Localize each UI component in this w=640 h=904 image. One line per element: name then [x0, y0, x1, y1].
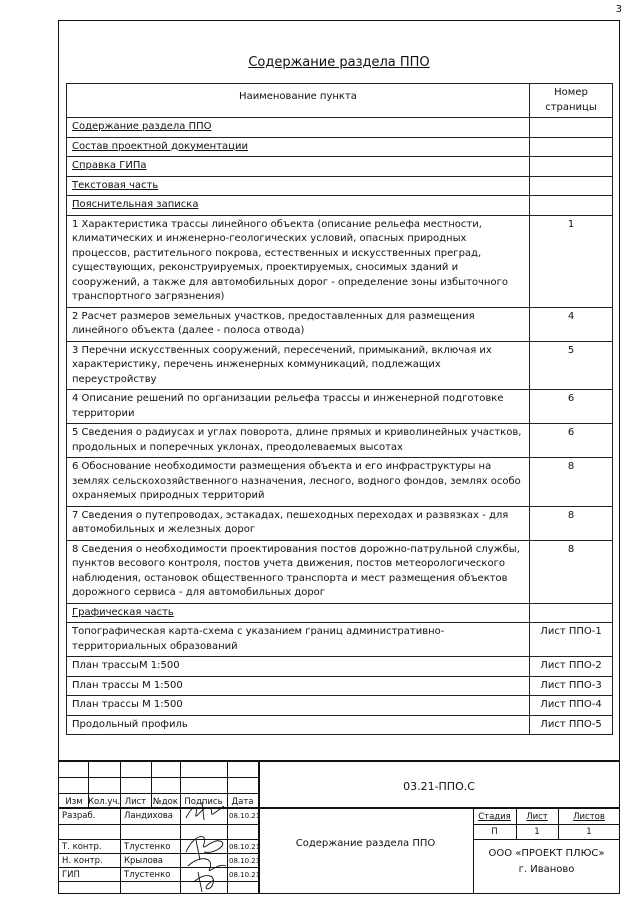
stamp-head-kol: Кол.уч.	[88, 797, 121, 807]
page-number: 3	[615, 4, 622, 15]
stamp-person-2: Тлустенко	[124, 842, 171, 852]
table-row	[67, 603, 613, 623]
stamp-date-4: 08.10.21	[229, 871, 261, 879]
table-row	[67, 215, 613, 307]
table-row	[67, 657, 613, 677]
row-page-number	[530, 157, 613, 177]
stamp-role-1: Разраб.	[62, 811, 96, 821]
row-page-number: Лист ППО-2	[530, 657, 613, 677]
stamp-stage: П	[491, 827, 498, 837]
row-item-name: Продольный профиль	[67, 715, 530, 735]
stamp-date-1: 08.10.21	[229, 812, 261, 820]
row-item-name: Содержание раздела ППО	[67, 118, 530, 138]
table-row	[67, 458, 613, 507]
row-page-number: Лист ППО-1	[530, 623, 613, 657]
row-page-number: 8	[530, 506, 613, 540]
row-item-name: План трассыМ 1:500	[67, 657, 530, 677]
table-row	[67, 506, 613, 540]
row-item-name: Состав проектной документации	[67, 137, 530, 157]
document-code: 03.21-ППО.С	[403, 780, 475, 793]
stamp-sheets-label: Листов	[573, 812, 605, 822]
row-page-number: 1	[530, 215, 613, 307]
page-title: Содержание раздела ППО	[248, 55, 430, 70]
table-row	[67, 623, 613, 657]
organization-city: г. Иваново	[518, 864, 575, 875]
stamp-head-podp: Подпись	[184, 797, 223, 807]
stamp-role-4: ГИП	[62, 870, 80, 880]
header-item-name: Наименование пункта	[67, 84, 530, 118]
table-row	[67, 424, 613, 458]
stamp-role-2: Т. контр.	[62, 842, 102, 852]
stamp-sheets: 1	[586, 827, 592, 837]
row-page-number	[530, 137, 613, 157]
row-item-name: 3 Перечни искусственных сооружений, пересечений, примыканий, включая их характеристику, перечень инженерных коммуникаций, подлежащих переустройству	[67, 341, 530, 390]
row-item-name: 1 Характеристика трассы линейного объекта (описание рельефа местности, климатических и инженерно-геологических условий, опасных природных процессов, растительного покрова, естественных и искусственных преград, существующих, реконструируемых, проектируемых, сносимых зданий и сооружений, а также для автомобильных дорог - определение зоны избыточного транспортного загрязнения)	[67, 215, 530, 307]
table-row	[67, 341, 613, 390]
stamp-person-1: Ландихова	[124, 811, 174, 821]
table-row	[67, 176, 613, 196]
row-item-name: 4 Описание решений по организации рельефа трассы и инженерной подготовке территории	[67, 390, 530, 424]
row-item-name: 5 Сведения о радиусах и углах поворота, длине прямых и криволинейных участков, продольных и поперечных уклонах, преодолеваемых высотах	[67, 424, 530, 458]
row-page-number	[530, 176, 613, 196]
row-page-number: 6	[530, 390, 613, 424]
stamp-date-2: 08.10.21	[229, 843, 261, 851]
row-item-name: План трассы М 1:500	[67, 676, 530, 696]
row-item-name: 6 Обоснование необходимости размещения объекта и его инфраструктуры на землях сельскохозяйственного назначения, лесного, водного фондов, землях особо охраняемых природных территорий	[67, 458, 530, 507]
row-item-name: 2 Расчет размеров земельных участков, предоставленных для размещения линейного объекта (далее - полоса отвода)	[67, 307, 530, 341]
signature-2-icon	[174, 826, 234, 896]
table-row	[67, 196, 613, 216]
table-row	[67, 307, 613, 341]
row-item-name: Графическая часть	[67, 603, 530, 623]
organization-name: ООО «ПРОЕКТ ПЛЮС»	[488, 848, 605, 859]
row-page-number	[530, 603, 613, 623]
row-page-number: 6	[530, 424, 613, 458]
table-row	[67, 540, 613, 603]
signature-1-icon	[182, 800, 228, 824]
stamp-section-title: Содержание раздела ППО	[295, 838, 436, 849]
title-block	[58, 760, 620, 894]
header-page-number: Номер страницы	[530, 84, 613, 118]
stamp-date-3: 08.10.21	[229, 857, 261, 865]
stamp-person-3: Крылова	[124, 856, 163, 866]
table-row	[67, 676, 613, 696]
row-page-number: 8	[530, 540, 613, 603]
contents-body	[67, 118, 613, 735]
row-page-number: 8	[530, 458, 613, 507]
row-page-number	[530, 196, 613, 216]
row-page-number	[530, 118, 613, 138]
stamp-head-izm: Изм	[65, 797, 83, 807]
stamp-sheet-label: Лист	[526, 812, 548, 822]
row-item-name: 8 Сведения о необходимости проектирования постов дорожно-патрульной службы, пунктов весового контроля, постов учета движения, постов метеорологического наблюдения, остановок общественного транспорта и мест размещения объектов дорожного сервиса - для автомобильных дорог	[67, 540, 530, 603]
table-header-row	[67, 84, 613, 118]
table-row	[67, 696, 613, 716]
row-item-name: Справка ГИПа	[67, 157, 530, 177]
contents-table	[66, 83, 613, 735]
row-page-number: 4	[530, 307, 613, 341]
row-page-number: Лист ППО-3	[530, 676, 613, 696]
stamp-sheet: 1	[534, 827, 540, 837]
stamp-head-data: Дата	[231, 797, 254, 807]
row-page-number: Лист ППО-4	[530, 696, 613, 716]
stamp-role-3: Н. контр.	[62, 856, 103, 866]
row-page-number: Лист ППО-5	[530, 715, 613, 735]
table-row	[67, 118, 613, 138]
row-item-name: 7 Сведения о путепроводах, эстакадах, пешеходных переходах и развязках - для автомобильных и железных дорог	[67, 506, 530, 540]
table-row	[67, 390, 613, 424]
table-row	[67, 157, 613, 177]
stamp-head-list: Лист	[124, 797, 147, 807]
row-item-name: Топографическая карта-схема с указанием границ административно-территориальных образований	[67, 623, 530, 657]
table-row	[67, 137, 613, 157]
stamp-person-4: Тлустенко	[124, 870, 171, 880]
stamp-stage-label: Стадия	[478, 812, 511, 822]
row-item-name: План трассы М 1:500	[67, 696, 530, 716]
stamp-head-ndok: №док	[152, 797, 179, 807]
row-page-number: 5	[530, 341, 613, 390]
row-item-name: Пояснительная записка	[67, 196, 530, 216]
table-row	[67, 715, 613, 735]
row-item-name: Текстовая часть	[67, 176, 530, 196]
